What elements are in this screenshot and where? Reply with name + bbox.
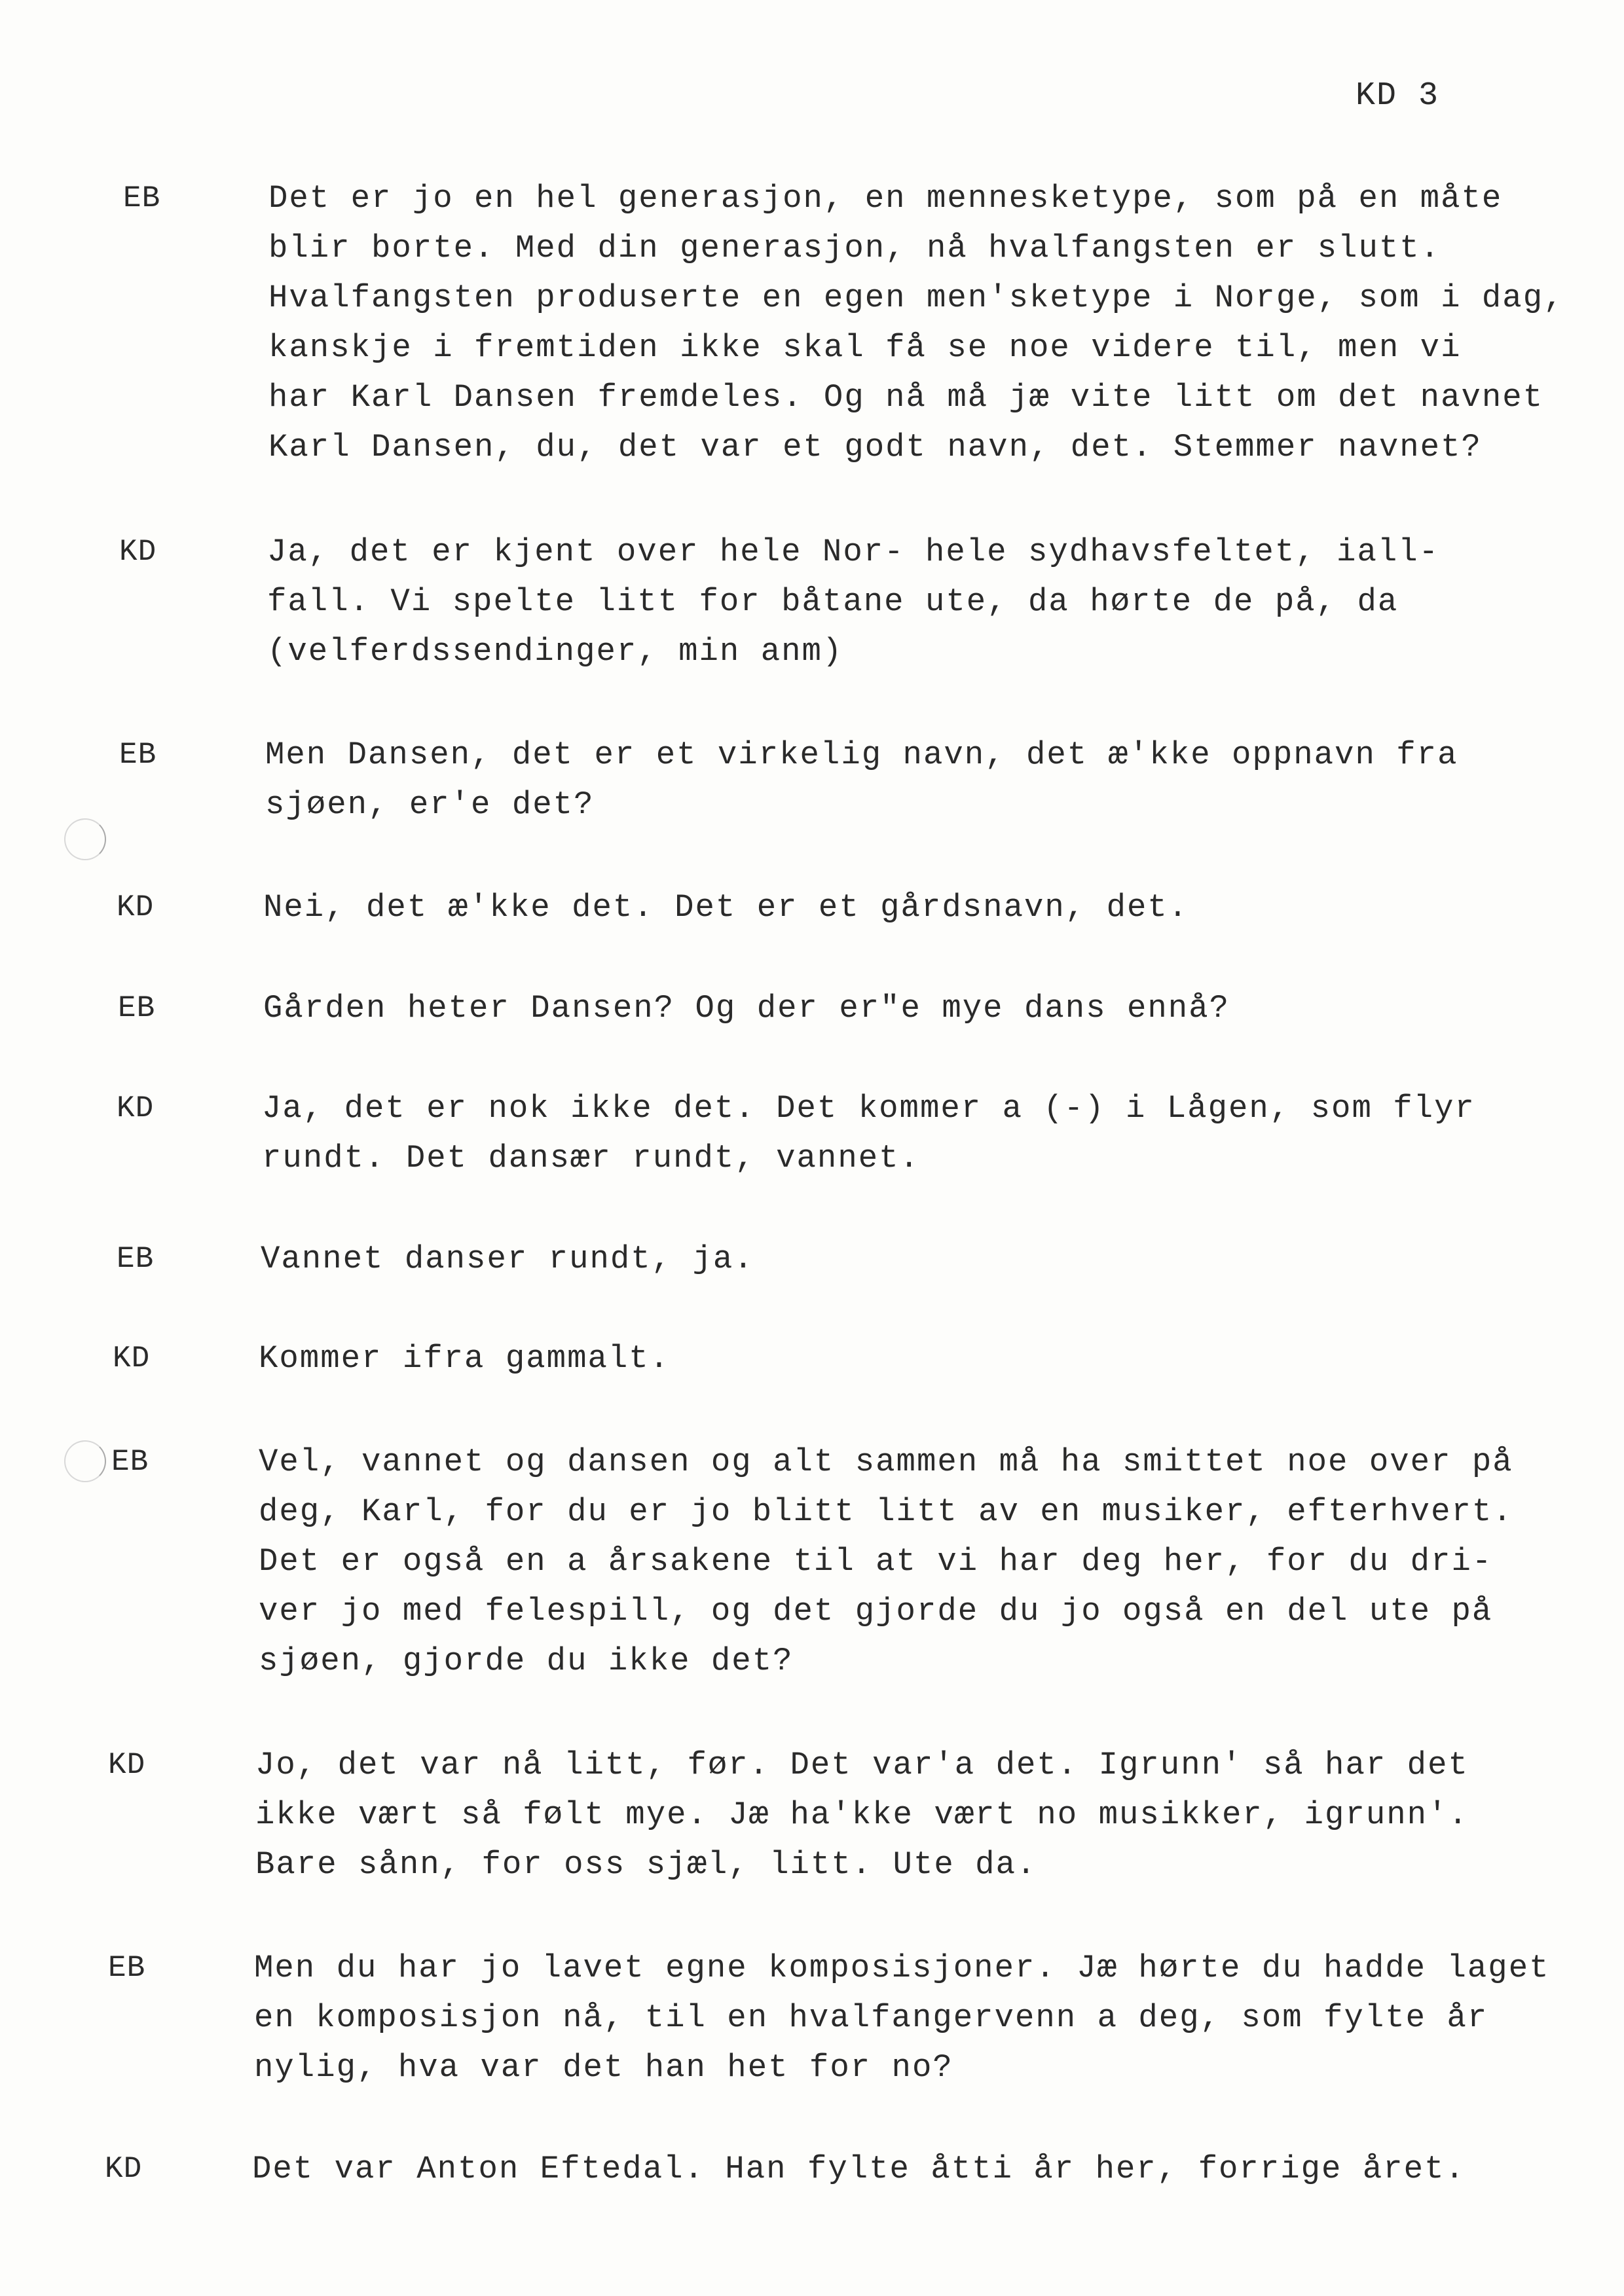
utterance-text [252,2144,1466,2194]
utterance-text [255,1740,1469,1889]
speaker-label: EB [117,1242,155,1276]
speaker-label: EB [119,738,157,772]
speaker-label: EB [111,1445,149,1479]
speaker-label: KD [119,535,157,569]
utterance-line: fall. Vi spelte litt for båtane ute, da hørte de på, da [267,583,1399,620]
utterance-line: Ja, det er kjent over hele Nor- hele sydhavsfeltet, iall- [267,534,1440,570]
utterance-line: sjøen, er'e det? [265,786,595,823]
punch-hole-lower [64,1440,106,1482]
utterance-line: sjøen, gjorde du ikke det? [259,1643,794,1679]
utterance-line: Vannet danser rundt, ja. [261,1241,754,1277]
utterance-text [261,1234,754,1284]
utterance-text [259,1437,1513,1686]
utterance-line: har Karl Dansen fremdeles. Og nå må jæ vite litt om det navnet [268,379,1544,416]
utterance-text [265,730,1458,829]
speaker-label: KD [117,1091,155,1125]
utterance-line: Nei, det æ'kke det. Det er et gårdsnavn, det. [263,889,1189,926]
utterance-line: deg, Karl, for du er jo blitt litt av en musiker, efterhvert. [259,1493,1513,1530]
punch-hole-upper [64,818,106,860]
utterance-text [254,1943,1550,2092]
utterance-line: Men Dansen, det er et virkelig navn, det æ'kke oppnavn fra [265,737,1458,773]
utterance-line: Gården heter Dansen? Og der er"e mye dans ennå? [263,990,1230,1027]
utterance-line: kanskje i fremtiden ikke skal få se noe videre til, men vi [268,329,1462,366]
utterance-line: Hvalfangsten produserte en egen men'sketype i Norge, som i dag, [268,280,1564,316]
speaker-label: KD [108,1748,146,1782]
utterance-line: Ja, det er nok ikke det. Det kommer a (-) i Lågen, som flyr [262,1090,1475,1127]
utterance-line: (velferdssendinger, min anm) [267,633,843,670]
speaker-label: KD [117,890,155,924]
utterance-line: Det er også en a årsakene til at vi har deg her, for du dri- [259,1543,1493,1580]
speaker-label: KD [113,1341,151,1376]
utterance-line: Kommer ifra gammalt. [259,1340,671,1377]
utterance-text [263,983,1230,1033]
utterance-text [267,527,1439,676]
utterance-text [268,173,1564,472]
utterance-line: Men du har jo lavet egne komposisjoner. Jæ hørte du hadde laget [254,1950,1550,1986]
speaker-label: EB [123,181,161,215]
utterance-line: ikke vært så følt mye. Jæ ha'kke vært no musikker, igrunn'. [255,1796,1469,1833]
utterance-text [259,1334,670,1383]
speaker-label: EB [108,1951,146,1985]
utterance-line: Karl Dansen, du, det var et godt navn, det. Stemmer navnet? [268,429,1482,465]
speaker-label: KD [105,2152,143,2186]
utterance-line: Det var Anton Eftedal. Han fylte åtti år her, forrige året. [252,2151,1466,2187]
utterance-line: nylig, hva var det han het for no? [254,2049,953,2086]
utterance-line: en komposisjon nå, til en hvalfangervenn a deg, som fylte år [254,1999,1488,2036]
page-number: KD 3 [1356,77,1440,115]
utterance-line: Det er jo en hel generasjon, en mennesketype, som på en måte [268,180,1503,217]
utterance-line: rundt. Det dansær rundt, vannet. [262,1140,920,1176]
utterance-line: Jo, det var nå litt, før. Det var'a det. Igrunn' så har det [255,1747,1469,1783]
utterance-text [262,1084,1475,1183]
utterance-line: ver jo med felespill, og det gjorde du jo også en del ute på [259,1593,1493,1630]
utterance-line: Vel, vannet og dansen og alt sammen må ha smittet noe over på [259,1444,1513,1480]
speaker-label: EB [118,991,156,1025]
utterance-text [263,883,1189,932]
utterance-line: Bare sånn, for oss sjæl, litt. Ute da. [255,1846,1037,1883]
utterance-line: blir borte. Med din generasjon, nå hvalfangsten er slutt. [268,230,1441,266]
